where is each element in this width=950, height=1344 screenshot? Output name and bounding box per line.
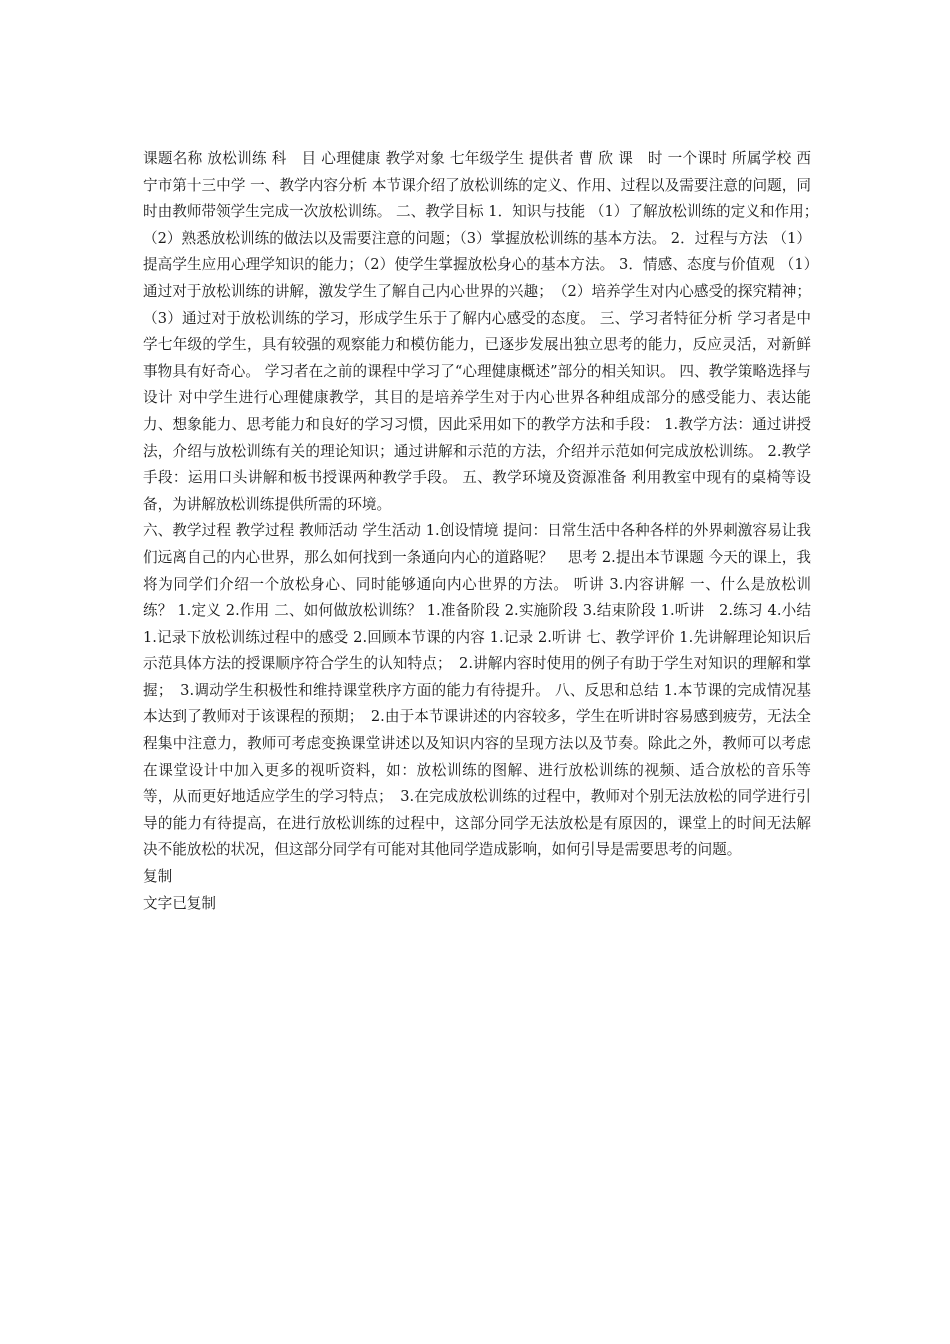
document-body — [143, 146, 826, 917]
lesson-plan-paragraph-2: 六、教学过程 教学过程 教师活动 学生活动 1.创设情境 提问：日常生活中各种各样的外界刺激容易让我们远离自己的内心世界，那么如何找到一条通向内心的道路呢？ 思考 2.提出本节课题 今天的课上，我将为同学们介绍一个放松身心、同时能够通向内心世界的方法。 听讲 3.内容讲解 一、什么是放松训练？ 1.定义 2.作用 二、如何做放松训练？ 1.准备阶段 2.实施阶段 3.结束阶段 1.听讲 2.练习 4.小结 1.记录下放松训练过程中的感受 2.回顾本节课的内容 1.记录 2.听讲 七、教学评价 1.先讲解理论知识后示范具体方法的授课顺序符合学生的认知特点； 2.讲解内容时使用的例子有助于学生对知识的理解和掌握； 3.调动学生积极性和维持课堂秩序方面的能力有待提升。 八、反思和总结 1.本节课的完成情况基本达到了教师对于该课程的预期； 2.由于本节课讲述的内容较多，学生在听讲时容易感到疲劳，无法全程集中注意力，教师可考虑变换课堂讲述以及知识内容的呈现方法以及节奏。除此之外，教师可以考虑在课堂设计中加入更多的视听资料，如：放松训练的图解、进行放松训练的视频、适合放松的音乐等等，从而更好地适应学生的学习特点； 3.在完成放松训练的过程中，教师对个别无法放松的同学进行引导的能力有待提高，在进行放松训练的过程中，这部分同学无法放松是有原因的，课堂上的时间无法解决不能放松的状况，但这部分同学有可能对其他同学造成影响，如何引导是需要思考的问题。 — [143, 522, 811, 859]
lesson-plan-paragraph-1: 课题名称 放松训练 科 目 心理健康 教学对象 七年级学生 提供者 曹 欣 课 时 一个课时 所属学校 西宁市第十三中学 一、教学内容分析 本节课介绍了放松训练的定义、作用、过程以及需要注意的问题，同时由教师带领学生完成一次放松训练。 二、教学目标 1．知识与技能 （1）了解放松训练的定义和作用； （2）熟悉放松训练的做法以及需要注意的问题；（3）掌握放松训练的基本方法。 2．过程与方法 （1）提高学生应用心理学知识的能力；（2）使学生掌握放松身心的基本方法。 3．情感、态度与价值观 （1）通过对于放松训练的讲解，激发学生了解自己内心世界的兴趣； （2）培养学生对内心感受的探究精神；（3）通过对于放松训练的学习，形成学生乐于了解内心感受的态度。 三、学习者特征分析 学习者是中学七年级的学生，具有较强的观察能力和模仿能力，已逐步发展出独立思考的能力，反应灵活，对新鲜事物具有好奇心。 学习者在之前的课程中学习了“心理健康概述”部分的相关知识。 四、教学策略选择与设计 对中学生进行心理健康教学，其目的是培养学生对于内心世界各种组成部分的感受能力、表达能力、想象能力、思考能力和良好的学习习惯，因此采用如下的教学方法和手段： 1.教学方法：通过讲授法，介绍与放松训练有关的理论知识；通过讲解和示范的方法，介绍并示范如何完成放松训练。 2.教学手段：运用口头讲解和板书授课两种教学手段。 五、教学环境及资源准备 利用教室中现有的桌椅等设备，为讲解放松训练提供所需的环境。 — [143, 150, 826, 513]
copy-link[interactable]: 复制 — [143, 868, 173, 886]
copied-status-text: 文字已复制 — [143, 894, 216, 912]
